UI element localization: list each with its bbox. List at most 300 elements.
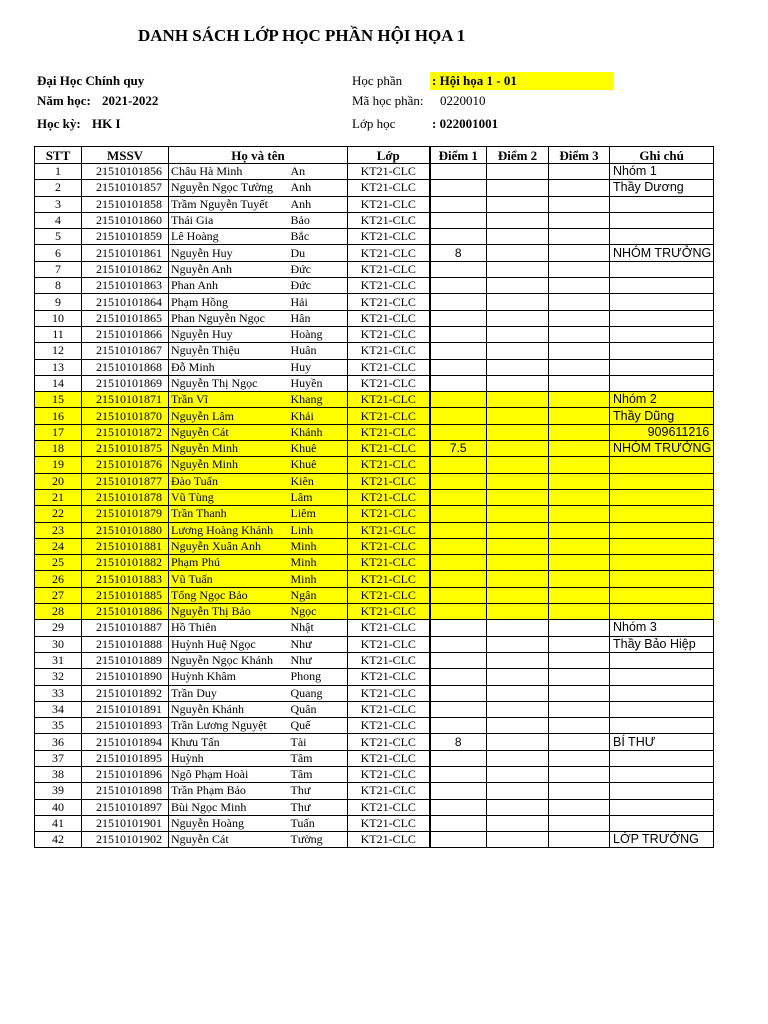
row-mssv: 21510101881 <box>82 538 169 554</box>
row-diem-2 <box>487 196 549 212</box>
row-lop: KT21-CLC <box>348 555 430 571</box>
row-mssv: 21510101866 <box>82 326 169 342</box>
row-ghi-chu <box>610 359 714 375</box>
row-ghi-chu <box>610 310 714 326</box>
row-lop: KT21-CLC <box>348 457 430 473</box>
row-ghi-chu <box>610 473 714 489</box>
row-stt: 21 <box>35 489 82 505</box>
row-diem-1 <box>430 424 487 440</box>
row-ten: Huyền <box>289 375 348 391</box>
row-ghi-chu <box>610 489 714 505</box>
table-row[interactable] <box>35 424 714 440</box>
row-diem-1 <box>430 310 487 326</box>
row-mssv: 21510101893 <box>82 718 169 734</box>
row-stt: 17 <box>35 424 82 440</box>
row-lop: KT21-CLC <box>348 343 430 359</box>
row-ten: Như <box>289 636 348 652</box>
row-stt: 7 <box>35 261 82 277</box>
table-header-row <box>35 147 714 164</box>
row-mssv: 21510101867 <box>82 343 169 359</box>
table-row[interactable] <box>35 164 714 180</box>
row-ten: Lâm <box>289 489 348 505</box>
row-stt: 8 <box>35 278 82 294</box>
row-diem-1 <box>430 359 487 375</box>
row-diem-3 <box>549 587 610 603</box>
row-mssv: 21510101882 <box>82 555 169 571</box>
row-stt: 27 <box>35 587 82 603</box>
row-ghi-chu <box>610 261 714 277</box>
row-ho: Khưu Tấn <box>169 734 289 750</box>
row-stt: 39 <box>35 783 82 799</box>
row-diem-1 <box>430 294 487 310</box>
row-diem-3 <box>549 766 610 782</box>
row-ten: Du <box>289 245 348 261</box>
row-diem-3 <box>549 506 610 522</box>
row-ghi-chu <box>610 571 714 587</box>
row-diem-3 <box>549 424 610 440</box>
row-ten: Thư <box>289 783 348 799</box>
table-row[interactable] <box>35 441 714 457</box>
row-diem-1 <box>430 750 487 766</box>
row-lop: KT21-CLC <box>348 261 430 277</box>
table-row[interactable] <box>35 375 714 391</box>
table-row[interactable] <box>35 538 714 554</box>
row-ghi-chu <box>610 212 714 228</box>
row-mssv: 21510101887 <box>82 620 169 636</box>
row-ten: Quang <box>289 685 348 701</box>
row-diem-2 <box>487 636 549 652</box>
row-mssv: 21510101857 <box>82 180 169 196</box>
table-row[interactable] <box>35 636 714 652</box>
row-ghi-chu: Nhóm 2 <box>610 392 714 408</box>
row-diem-1: 8 <box>430 245 487 261</box>
row-ten: Bắc <box>289 229 348 245</box>
row-stt: 5 <box>35 229 82 245</box>
row-ghi-chu <box>610 604 714 620</box>
row-ho: Huỳnh <box>169 750 289 766</box>
row-stt: 16 <box>35 408 82 424</box>
row-mssv: 21510101889 <box>82 652 169 668</box>
row-diem-1 <box>430 783 487 799</box>
table-row[interactable] <box>35 489 714 505</box>
row-ten: Tường <box>289 832 348 848</box>
row-stt: 41 <box>35 815 82 831</box>
row-diem-1 <box>430 636 487 652</box>
table-row[interactable] <box>35 832 714 848</box>
row-lop: KT21-CLC <box>348 538 430 554</box>
row-diem-3 <box>549 685 610 701</box>
row-mssv: 21510101861 <box>82 245 169 261</box>
row-diem-1 <box>430 506 487 522</box>
row-diem-2 <box>487 473 549 489</box>
row-diem-2 <box>487 489 549 505</box>
table-row[interactable] <box>35 620 714 636</box>
row-ten: Quế <box>289 718 348 734</box>
table-row[interactable] <box>35 506 714 522</box>
row-diem-3 <box>549 164 610 180</box>
row-ho: Thái Gia <box>169 212 289 228</box>
table-row[interactable] <box>35 701 714 717</box>
row-diem-2 <box>487 392 549 408</box>
row-diem-2 <box>487 604 549 620</box>
row-diem-2 <box>487 343 549 359</box>
row-diem-2 <box>487 278 549 294</box>
row-diem-2 <box>487 620 549 636</box>
row-diem-2 <box>487 815 549 831</box>
header-stt: STT <box>35 147 82 164</box>
row-ho: Phan Anh <box>169 278 289 294</box>
row-diem-3 <box>549 538 610 554</box>
row-ten: Anh <box>289 196 348 212</box>
row-stt: 31 <box>35 652 82 668</box>
row-mssv: 21510101898 <box>82 783 169 799</box>
row-lop: KT21-CLC <box>348 278 430 294</box>
row-stt: 34 <box>35 701 82 717</box>
row-diem-2 <box>487 245 549 261</box>
row-mssv: 21510101859 <box>82 229 169 245</box>
row-diem-1 <box>430 278 487 294</box>
row-diem-1 <box>430 522 487 538</box>
row-lop: KT21-CLC <box>348 750 430 766</box>
row-lop: KT21-CLC <box>348 799 430 815</box>
row-mssv: 21510101896 <box>82 766 169 782</box>
table-row[interactable] <box>35 555 714 571</box>
row-ten: Ngân <box>289 587 348 603</box>
row-ten: Hân <box>289 310 348 326</box>
row-ghi-chu <box>610 538 714 554</box>
table-row[interactable] <box>35 783 714 799</box>
row-diem-1 <box>430 343 487 359</box>
table-row[interactable] <box>35 799 714 815</box>
row-lop: KT21-CLC <box>348 832 430 848</box>
row-diem-3 <box>549 229 610 245</box>
row-ho: Vũ Tùng <box>169 489 289 505</box>
table-row[interactable] <box>35 718 714 734</box>
row-ho: Nguyễn Huy <box>169 326 289 342</box>
row-stt: 38 <box>35 766 82 782</box>
header-lop: Lớp <box>348 147 430 164</box>
row-ten: Nhật <box>289 620 348 636</box>
row-ten: Tuấn <box>289 815 348 831</box>
header-mssv: MSSV <box>82 147 169 164</box>
row-ghi-chu <box>610 766 714 782</box>
row-lop: KT21-CLC <box>348 489 430 505</box>
row-ghi-chu <box>610 196 714 212</box>
row-diem-3 <box>549 392 610 408</box>
row-diem-3 <box>549 604 610 620</box>
row-lop: KT21-CLC <box>348 441 430 457</box>
row-diem-3 <box>549 441 610 457</box>
page-title: DANH SÁCH LỚP HỌC PHẦN HỘI HỌA 1 <box>138 26 466 45</box>
row-ten: Tâm <box>289 750 348 766</box>
row-diem-2 <box>487 164 549 180</box>
row-mssv: 21510101858 <box>82 196 169 212</box>
row-lop: KT21-CLC <box>348 685 430 701</box>
row-stt: 18 <box>35 441 82 457</box>
row-mssv: 21510101862 <box>82 261 169 277</box>
row-ho: Nguyễn Anh <box>169 261 289 277</box>
row-stt: 20 <box>35 473 82 489</box>
row-mssv: 21510101895 <box>82 750 169 766</box>
row-ho: Nguyễn Hoàng <box>169 815 289 831</box>
row-diem-2 <box>487 734 549 750</box>
row-lop: KT21-CLC <box>348 196 430 212</box>
row-diem-2 <box>487 538 549 554</box>
row-stt: 1 <box>35 164 82 180</box>
table-row[interactable] <box>35 278 714 294</box>
row-diem-2 <box>487 669 549 685</box>
row-diem-3 <box>549 326 610 342</box>
row-ho: Lương Hoàng Khánh <box>169 522 289 538</box>
table-row[interactable] <box>35 685 714 701</box>
row-lop: KT21-CLC <box>348 652 430 668</box>
row-ghi-chu <box>610 294 714 310</box>
row-lop: KT21-CLC <box>348 164 430 180</box>
row-diem-3 <box>549 359 610 375</box>
row-stt: 30 <box>35 636 82 652</box>
row-diem-2 <box>487 587 549 603</box>
row-stt: 26 <box>35 571 82 587</box>
row-mssv: 21510101902 <box>82 832 169 848</box>
row-lop: KT21-CLC <box>348 604 430 620</box>
table-row[interactable] <box>35 587 714 603</box>
table-row[interactable] <box>35 392 714 408</box>
table-row[interactable] <box>35 326 714 342</box>
table-row[interactable] <box>35 359 714 375</box>
row-lop: KT21-CLC <box>348 815 430 831</box>
row-ten: Đức <box>289 278 348 294</box>
row-stt: 19 <box>35 457 82 473</box>
row-diem-1 <box>430 571 487 587</box>
table-row[interactable] <box>35 669 714 685</box>
row-ho: Nguyễn Huy <box>169 245 289 261</box>
row-lop: KT21-CLC <box>348 718 430 734</box>
row-stt: 15 <box>35 392 82 408</box>
row-diem-3 <box>549 669 610 685</box>
row-ten: Anh <box>289 180 348 196</box>
row-diem-1 <box>430 555 487 571</box>
row-diem-1 <box>430 669 487 685</box>
table-row[interactable] <box>35 750 714 766</box>
row-mssv: 21510101863 <box>82 278 169 294</box>
row-lop: KT21-CLC <box>348 620 430 636</box>
row-diem-1 <box>430 375 487 391</box>
row-ten: Hải <box>289 294 348 310</box>
row-mssv: 21510101870 <box>82 408 169 424</box>
row-ten: Linh <box>289 522 348 538</box>
row-ho: Trần Duy <box>169 685 289 701</box>
row-ghi-chu: Thầy Dương <box>610 180 714 196</box>
row-lop: KT21-CLC <box>348 571 430 587</box>
row-ho: Nguyễn Thiệu <box>169 343 289 359</box>
row-stt: 6 <box>35 245 82 261</box>
row-stt: 22 <box>35 506 82 522</box>
row-stt: 2 <box>35 180 82 196</box>
row-mssv: 21510101892 <box>82 685 169 701</box>
row-mssv: 21510101856 <box>82 164 169 180</box>
row-diem-2 <box>487 375 549 391</box>
row-diem-3 <box>549 701 610 717</box>
row-ghi-chu: Thầy Bảo Hiệp <box>610 636 714 652</box>
row-ho: Trần Phạm Bảo <box>169 783 289 799</box>
row-mssv: 21510101891 <box>82 701 169 717</box>
row-diem-1: 7.5 <box>430 441 487 457</box>
row-mssv: 21510101880 <box>82 522 169 538</box>
row-lop: KT21-CLC <box>348 506 430 522</box>
row-mssv: 21510101890 <box>82 669 169 685</box>
row-ho: Hồ Thiên <box>169 620 289 636</box>
row-ghi-chu <box>610 326 714 342</box>
table-row[interactable] <box>35 310 714 326</box>
row-mssv: 21510101876 <box>82 457 169 473</box>
row-stt: 13 <box>35 359 82 375</box>
row-diem-1 <box>430 261 487 277</box>
row-ghi-chu <box>610 229 714 245</box>
row-ten: Khuê <box>289 457 348 473</box>
row-mssv: 21510101872 <box>82 424 169 440</box>
row-mssv: 21510101875 <box>82 441 169 457</box>
row-ho: Nguyễn Khánh <box>169 701 289 717</box>
table-row[interactable] <box>35 652 714 668</box>
row-diem-2 <box>487 441 549 457</box>
row-stt: 4 <box>35 212 82 228</box>
table-row[interactable] <box>35 229 714 245</box>
table-row[interactable] <box>35 457 714 473</box>
row-mssv: 21510101878 <box>82 489 169 505</box>
row-ho: Đỗ Minh <box>169 359 289 375</box>
row-diem-1 <box>430 652 487 668</box>
course-code-label: Mã học phần: <box>352 93 424 108</box>
row-ghi-chu <box>610 457 714 473</box>
row-ghi-chu <box>610 750 714 766</box>
row-ten: Huy <box>289 359 348 375</box>
row-diem-3 <box>549 783 610 799</box>
row-diem-1 <box>430 180 487 196</box>
table-row[interactable] <box>35 522 714 538</box>
row-diem-1 <box>430 832 487 848</box>
row-ghi-chu: Thầy Dũng <box>610 408 714 424</box>
row-diem-3 <box>549 457 610 473</box>
row-mssv: 21510101877 <box>82 473 169 489</box>
table-row[interactable] <box>35 196 714 212</box>
row-stt: 29 <box>35 620 82 636</box>
row-lop: KT21-CLC <box>348 473 430 489</box>
row-mssv: 21510101897 <box>82 799 169 815</box>
row-lop: KT21-CLC <box>348 212 430 228</box>
row-diem-2 <box>487 180 549 196</box>
row-ten: Tâm <box>289 766 348 782</box>
row-diem-3 <box>549 571 610 587</box>
row-lop: KT21-CLC <box>348 359 430 375</box>
row-mssv: 21510101868 <box>82 359 169 375</box>
row-mssv: 21510101885 <box>82 587 169 603</box>
row-ghi-chu <box>610 669 714 685</box>
row-stt: 35 <box>35 718 82 734</box>
row-ghi-chu <box>610 815 714 831</box>
table-row[interactable] <box>35 343 714 359</box>
row-mssv: 21510101886 <box>82 604 169 620</box>
table-row[interactable] <box>35 766 714 782</box>
row-diem-1 <box>430 408 487 424</box>
row-diem-1 <box>430 815 487 831</box>
row-diem-2 <box>487 555 549 571</box>
row-lop: KT21-CLC <box>348 783 430 799</box>
row-diem-2 <box>487 701 549 717</box>
row-ghi-chu: Nhóm 3 <box>610 620 714 636</box>
class-code-label: Lớp học <box>352 116 396 131</box>
table-row[interactable] <box>35 815 714 831</box>
row-lop: KT21-CLC <box>348 392 430 408</box>
table-row[interactable] <box>35 408 714 424</box>
row-diem-2 <box>487 310 549 326</box>
row-ho: Bùi Ngọc Minh <box>169 799 289 815</box>
course-label: Học phần <box>352 73 403 88</box>
row-ten: Thư <box>289 799 348 815</box>
row-mssv: 21510101869 <box>82 375 169 391</box>
row-mssv: 21510101901 <box>82 815 169 831</box>
row-diem-1 <box>430 489 487 505</box>
row-diem-2 <box>487 783 549 799</box>
term-value: HK I <box>92 116 121 131</box>
row-diem-2 <box>487 326 549 342</box>
row-ghi-chu: BÍ THƯ <box>610 734 714 750</box>
row-diem-3 <box>549 620 610 636</box>
row-mssv: 21510101883 <box>82 571 169 587</box>
row-lop: KT21-CLC <box>348 766 430 782</box>
row-ghi-chu <box>610 701 714 717</box>
row-stt: 25 <box>35 555 82 571</box>
row-ho: Lê Hoàng <box>169 229 289 245</box>
row-diem-2 <box>487 685 549 701</box>
row-lop: KT21-CLC <box>348 229 430 245</box>
row-lop: KT21-CLC <box>348 326 430 342</box>
table-row[interactable] <box>35 571 714 587</box>
row-stt: 14 <box>35 375 82 391</box>
table-row[interactable] <box>35 245 714 261</box>
table-row[interactable] <box>35 734 714 750</box>
row-ghi-chu <box>610 278 714 294</box>
table-row[interactable] <box>35 261 714 277</box>
table-body <box>35 164 714 848</box>
row-diem-1 <box>430 392 487 408</box>
row-diem-3 <box>549 343 610 359</box>
table-row[interactable] <box>35 212 714 228</box>
row-diem-2 <box>487 424 549 440</box>
row-lop: KT21-CLC <box>348 701 430 717</box>
row-ten: Ngọc <box>289 604 348 620</box>
row-ho: Nguyễn Minh <box>169 441 289 457</box>
row-diem-3 <box>549 489 610 505</box>
row-diem-3 <box>549 278 610 294</box>
table-row[interactable] <box>35 294 714 310</box>
row-diem-1 <box>430 538 487 554</box>
row-mssv: 21510101864 <box>82 294 169 310</box>
table-row[interactable] <box>35 604 714 620</box>
row-diem-3 <box>549 799 610 815</box>
row-diem-2 <box>487 457 549 473</box>
row-ho: Châu Hà Minh <box>169 164 289 180</box>
row-ten: Minh <box>289 555 348 571</box>
row-stt: 12 <box>35 343 82 359</box>
row-stt: 3 <box>35 196 82 212</box>
year-label: Năm học: <box>37 93 91 108</box>
table-row[interactable] <box>35 180 714 196</box>
year-value: 2021-2022 <box>102 93 159 108</box>
row-diem-3 <box>549 375 610 391</box>
table-row[interactable] <box>35 473 714 489</box>
row-ho: Nguyễn Thị Bảo <box>169 604 289 620</box>
row-diem-3 <box>549 196 610 212</box>
